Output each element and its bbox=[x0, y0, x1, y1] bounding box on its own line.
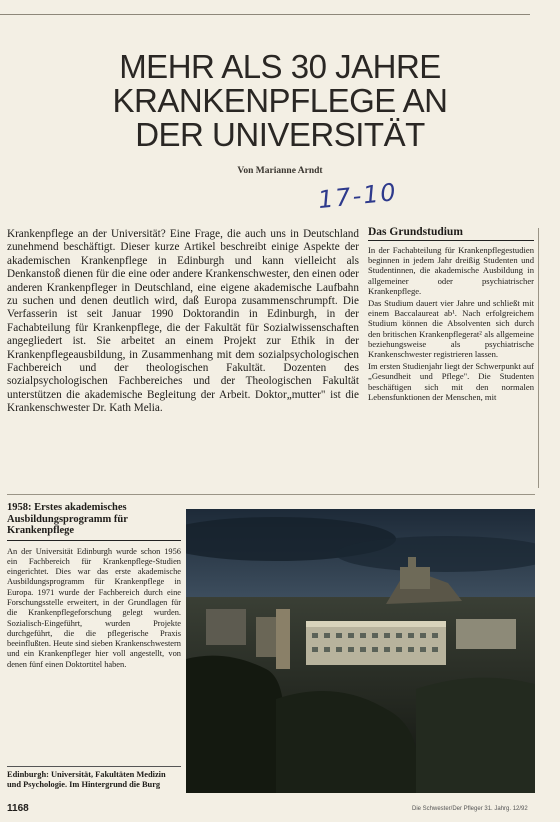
right-paragraph-2: Das Studium dauert vier Jahre und schließt mit einem Baccalaureat ab¹. Nach erfolgreichem Studium können die Absolventen sich durch den britischen Krankenpflegerat² als allgemeine beziehungsweise als psychiatrische Krankenschwester registrieren lassen. bbox=[368, 298, 534, 360]
section-rule bbox=[7, 494, 535, 495]
sidebar-text: An der Universität Edinburgh wurde schon 1956 ein Fachbereich für Krankenpflege-Studien eingerichtet. Dies war das erste akademische Ausbildungsprogramm für Krankenpflege in Europa. 1971 wurde der Fachbereich durch eine Forschungsstelle erweitert, in der Grundlagen für die Krankenpflegeforschung gelegt wurden. Sozialisch-Eingeführt, wurden Projekte durchgeführt, die die pflegerische Praxis beeinflußten. Heute sind sieben Krankenschwestern und ein Krankenpfleger hier voll angestellt, von denen fünf einen Doktortitel haben. bbox=[7, 546, 181, 669]
article-title bbox=[30, 50, 530, 152]
byline: Von Marianne Arndt bbox=[237, 166, 323, 176]
section-heading-grundstudium: Das Grundstudium bbox=[368, 226, 534, 241]
right-paragraph-1: In der Fachabteilung für Krankenpflegestudien beginnen in jedem Jahr dreißig Studenten und Studentinnen, die akademische Ausbildung in allgemeiner oder psychiatrischer Krankenpflege. bbox=[368, 245, 534, 296]
handwritten-note: 17-10 bbox=[316, 177, 399, 215]
lead-paragraph: Krankenpflege an der Universität? Eine Frage, die auch uns in Deutschland zunehmend beschäftigt. Dieser kurze Artikel beschreibt einige Aspekte der akademischen Krankenpflege in Edinburgh und kann vielleicht als Denkanstoß dienen für die eine oder andere Krankenschwester, den einen oder anderen Krankenpfleger in Deutschland, eine eigene akademische Laufbahn zu suchen und denen deutlich wird, daß Europa zusammenschrumpft. Die Verfasserin ist seit Januar 1990 Doktorandin in Edinburgh, in der Fachabteilung für Krankenpflege, die der Fakultät für Sozialwissenschaften angegliedert ist. Sie arbeitet an einem Projekt zur Ethik in der Krankenpflegeausbildung, in Zusammenhang mit dem sozialpsychologischen Fachbereich und der theologischen Fakultät. Dozenten des sozialpsychologischen Fachbereiches und der Theologischen Fakultät unterstützen die akademische Begleitung der Arbeit. Doktor„mutter" ist die Krankenschwester Dr. Kath Melia. bbox=[7, 228, 359, 415]
right-paragraph-3: Im ersten Studienjahr liegt der Schwerpunkt auf „Gesundheit und Pflege". Die Studenten beschäftigen sich mit den normalen Lebensfunktionen der Menschen, mit bbox=[368, 361, 534, 402]
top-rule bbox=[0, 14, 530, 15]
title-line-3: DER UNIVERSITÄT bbox=[135, 116, 425, 154]
edinburgh-photo bbox=[186, 509, 535, 793]
column-rule bbox=[538, 228, 539, 488]
title-line-2: KRANKENPFLEGE AN bbox=[112, 82, 448, 120]
page-number: 1168 bbox=[7, 803, 29, 814]
photo-caption: Edinburgh: Universität, Fakultäten Medizin und Psychologie. Im Hintergrund die Burg bbox=[7, 766, 181, 790]
page-credit: Die Schwester/Der Pfleger 31. Jahrg. 12/92 bbox=[412, 806, 528, 812]
right-column bbox=[368, 226, 534, 404]
sidebar-box bbox=[7, 502, 181, 670]
sidebar-heading: 1958: Erstes akademisches Ausbildungsprogramm für Krankenpflege bbox=[7, 502, 181, 541]
title-line-1: MEHR ALS 30 JAHRE bbox=[119, 48, 441, 86]
